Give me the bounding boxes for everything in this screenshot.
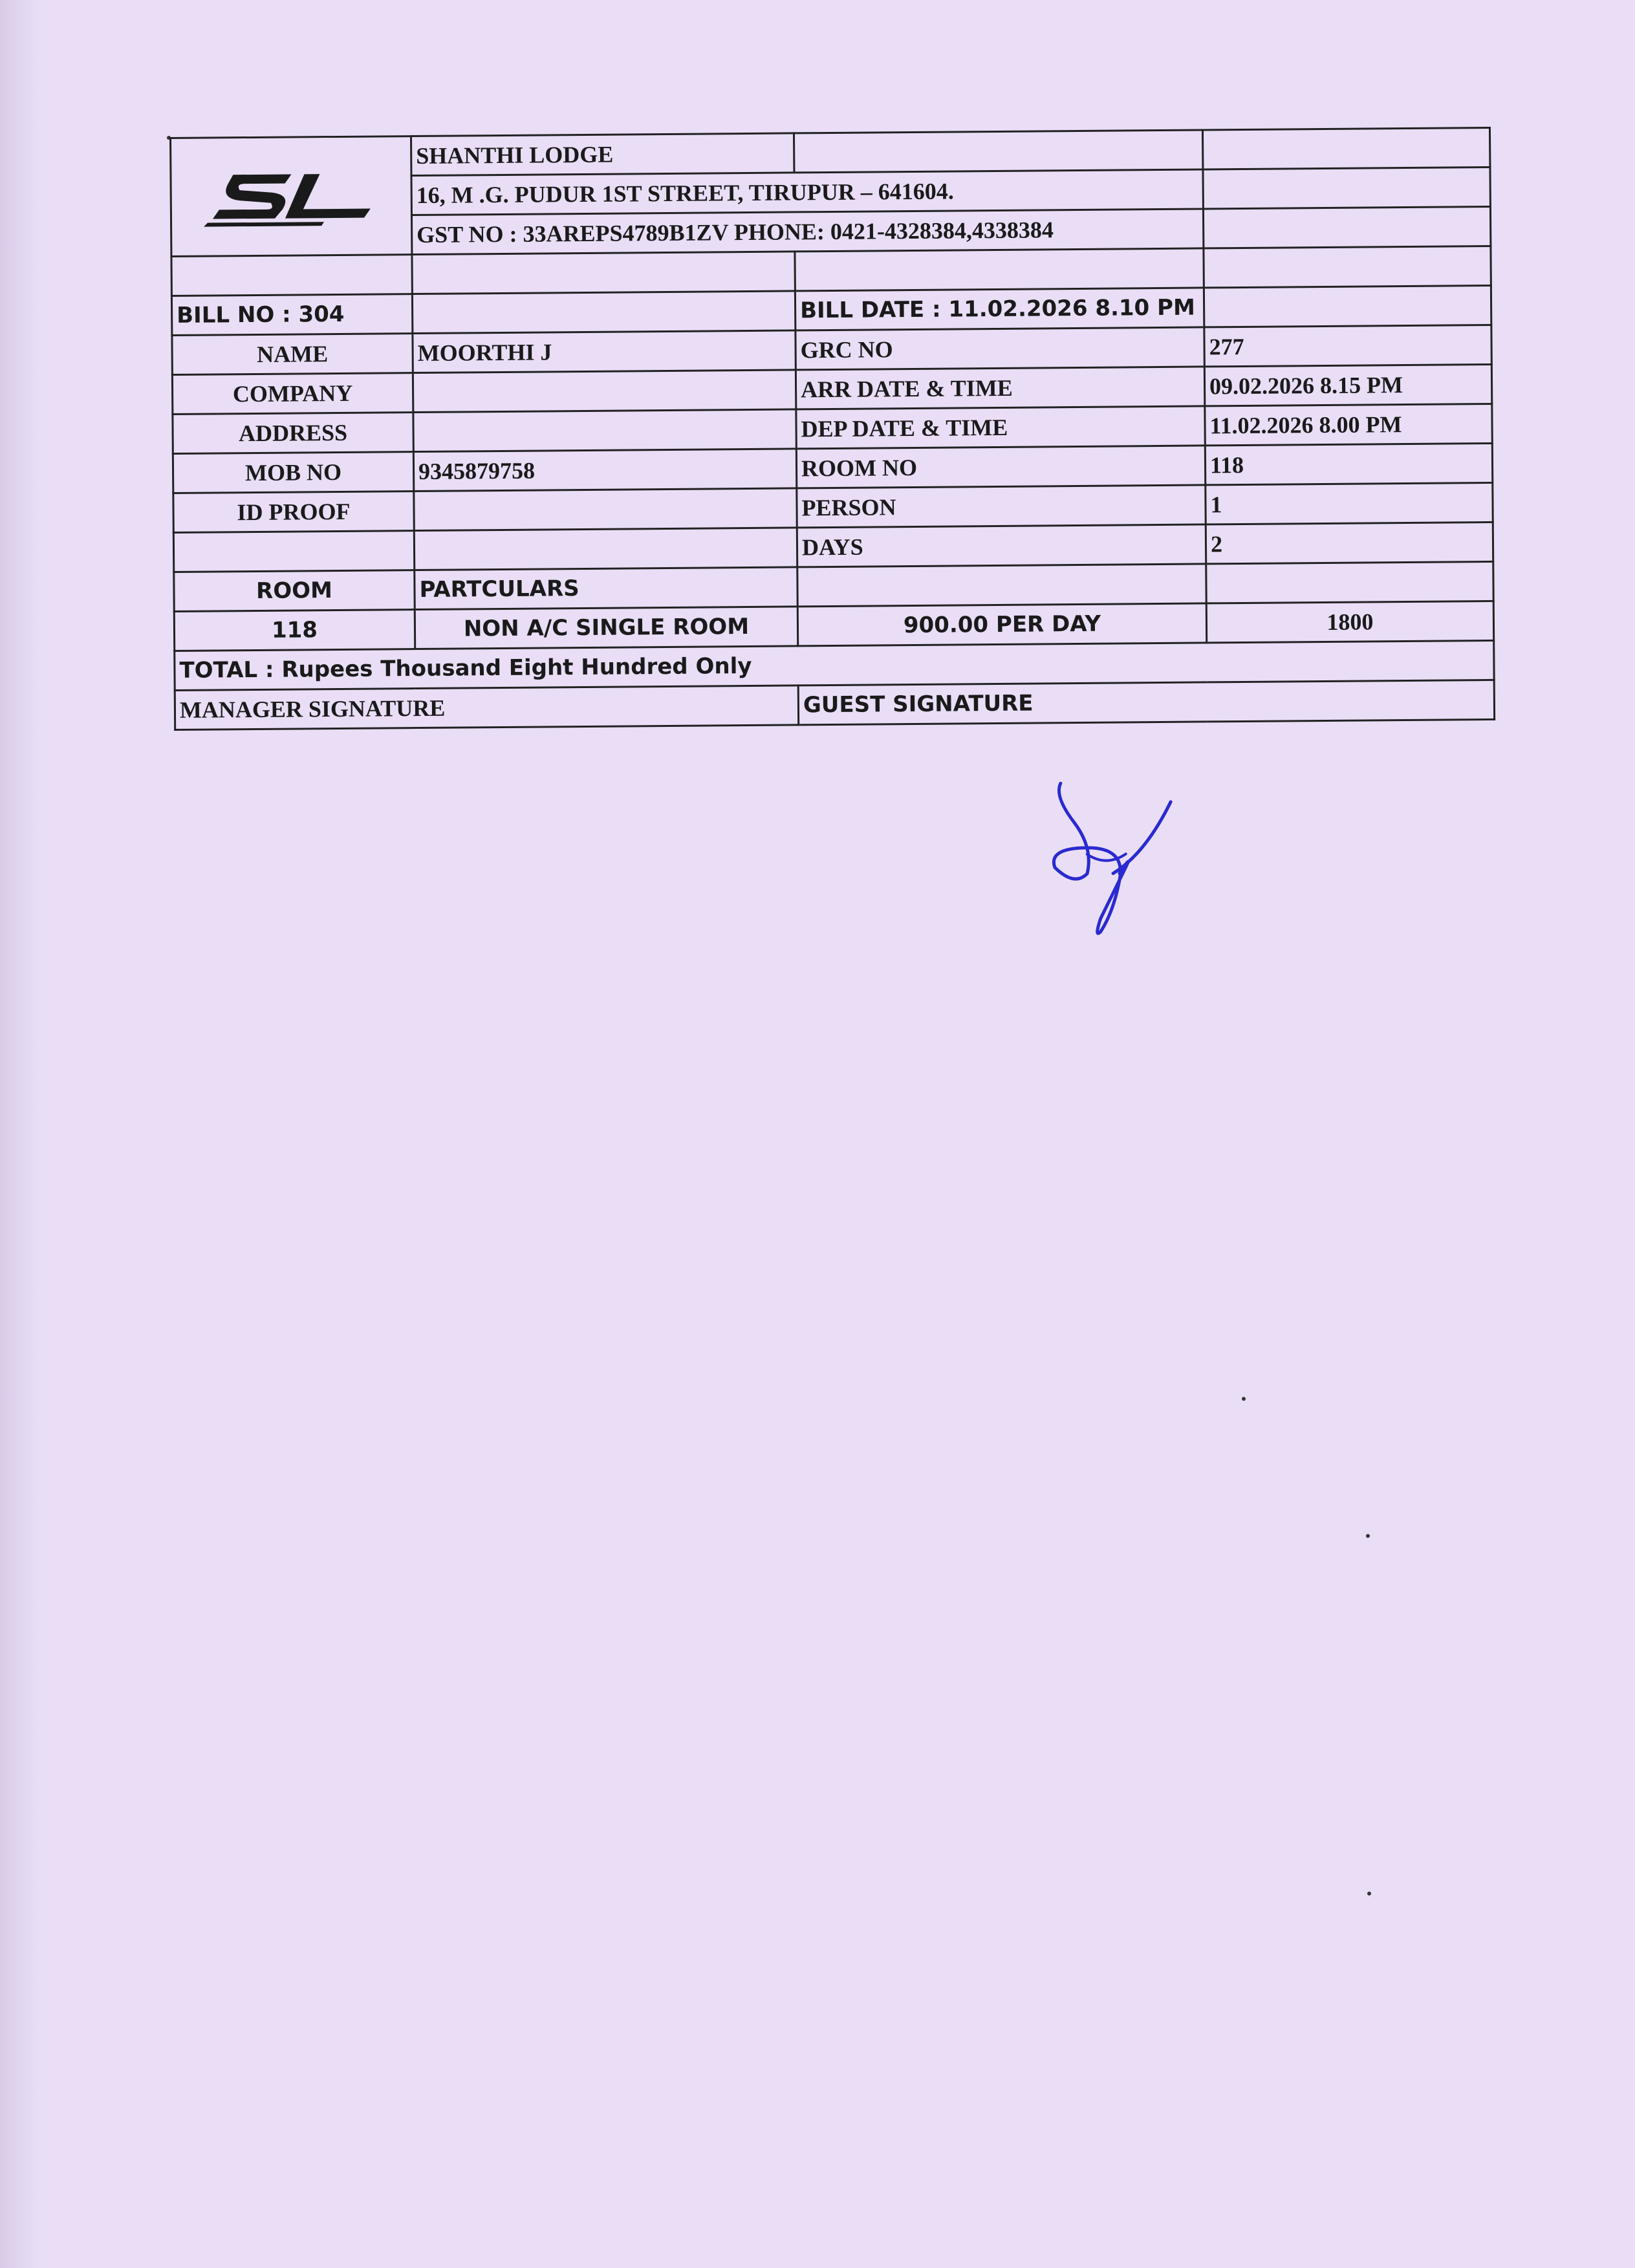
header-blank-cell	[1203, 206, 1490, 248]
header-blank-cell	[1202, 127, 1489, 169]
guest-signature-label: GUEST SIGNATURE	[798, 680, 1494, 724]
field-label: NAME	[172, 334, 413, 375]
bill-date: BILL DATE : 11.02.2026 8.10 PM	[795, 288, 1204, 330]
line-item-rate: 900.00 PER DAY	[797, 603, 1206, 646]
field-label: DAYS	[797, 524, 1206, 567]
field-label: GRC NO	[796, 327, 1204, 370]
bill-number: BILL NO : 304	[171, 294, 412, 336]
lodge-address: 16, M .G. PUDUR 1ST STREET, TIRUPUR – 641604.	[411, 169, 1203, 215]
field-value: 09.02.2026 8.15 PM	[1204, 364, 1491, 405]
manager-signature-label: MANAGER SIGNATURE	[175, 686, 798, 730]
logo-cell	[171, 136, 412, 257]
total-in-words: TOTAL : Rupees Thousand Eight Hundred Only	[175, 640, 1494, 690]
field-label: MOB NO	[173, 452, 413, 493]
field-label: COMPANY	[172, 373, 413, 415]
line-item-amount: 1800	[1206, 601, 1493, 642]
paper-speck	[1366, 1534, 1370, 1538]
lodge-name: SHANTHI LODGE	[411, 133, 794, 176]
field-value: 11.02.2026 8.00 PM	[1205, 404, 1492, 445]
bill-table	[169, 127, 1495, 731]
field-value: 277	[1204, 325, 1491, 366]
field-value	[413, 409, 796, 452]
line-item-description: NON A/C SINGLE ROOM	[415, 607, 797, 649]
header-blank-cell	[794, 130, 1202, 173]
guest-signature-mark	[1048, 775, 1217, 945]
particulars-column-header: PARTCULARS	[415, 567, 797, 610]
paper-speck	[1242, 1397, 1246, 1401]
paper-speck	[1367, 1892, 1371, 1895]
field-label: DEP DATE & TIME	[796, 406, 1205, 449]
field-value: 118	[1205, 443, 1492, 484]
field-value	[413, 370, 796, 413]
header-blank-cell	[1203, 167, 1490, 208]
field-value	[414, 488, 797, 531]
room-column-header: ROOM	[174, 570, 415, 612]
field-value: 1	[1206, 482, 1493, 524]
field-label: PERSON	[797, 485, 1206, 528]
field-label: ADDRESS	[173, 413, 413, 454]
lodge-bill	[169, 127, 1493, 731]
field-label: ROOM NO	[796, 446, 1205, 488]
field-label: ID PROOF	[173, 491, 414, 533]
lodge-logo	[194, 154, 389, 233]
field-label: ARR DATE & TIME	[796, 367, 1204, 409]
line-item-room: 118	[174, 610, 415, 651]
field-value: 2	[1206, 522, 1493, 563]
lodge-gst-phone: GST NO : 33AREPS4789B1ZV PHONE: 0421-4328384,4338384	[411, 209, 1203, 255]
field-value: 9345879758	[413, 449, 796, 491]
field-value: MOORTHI J	[413, 330, 796, 373]
paper-edge-shadow	[0, 0, 39, 2268]
